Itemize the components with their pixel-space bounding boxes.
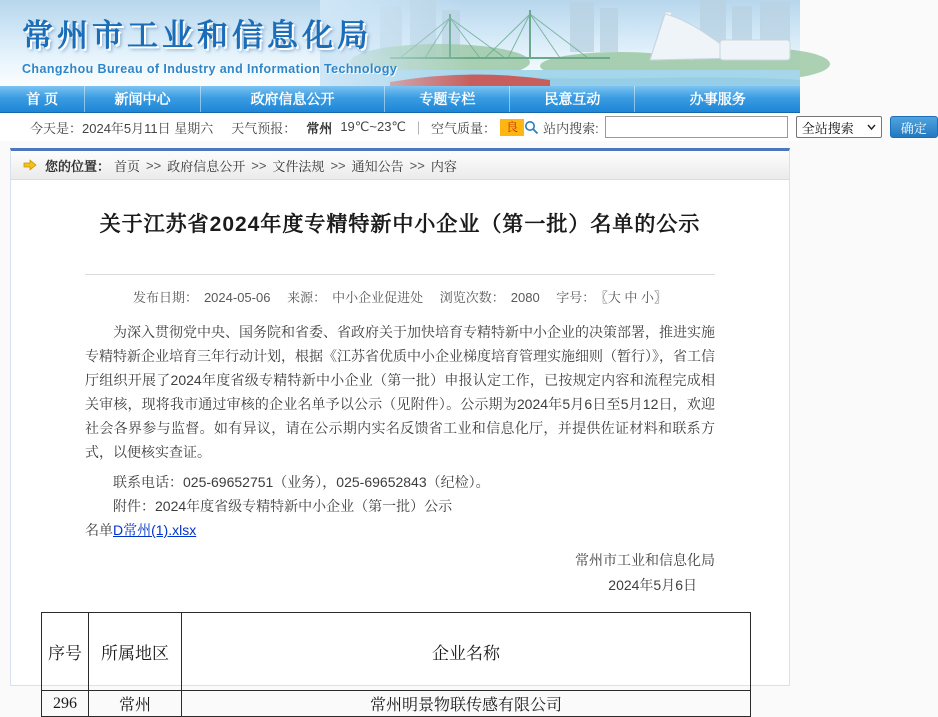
cell-index: 296: [42, 691, 89, 717]
breadcrumb-gov-info[interactable]: 政府信息公开: [167, 158, 246, 174]
weather-city: 常州: [306, 120, 333, 136]
table-row: [42, 691, 751, 717]
nav-item-news[interactable]: 新闻中心: [84, 86, 199, 112]
breadcrumb-separator: >>: [146, 157, 162, 173]
signature-block: [85, 548, 715, 598]
nav-item-topics[interactable]: 专题专栏: [384, 86, 509, 112]
enterprise-table: [41, 612, 751, 717]
title-divider: [85, 274, 715, 275]
breadcrumb-separator: >>: [251, 157, 267, 173]
publish-date: 2024-05-06: [203, 290, 271, 305]
main-nav: [0, 86, 800, 113]
air-quality-label: 空气质量：: [431, 120, 497, 136]
fontsize-switcher[interactable]: 〖大 中 小〗: [601, 290, 668, 305]
search-icon: [524, 120, 539, 135]
breadcrumb-notices[interactable]: 通知公告: [351, 158, 404, 174]
table-header-row: [42, 613, 751, 691]
breadcrumb-separator: >>: [409, 157, 425, 173]
nav-item-interaction[interactable]: 民意互动: [509, 86, 634, 112]
column-header-region: 所属地区: [89, 613, 182, 691]
search-input[interactable]: [605, 116, 788, 138]
breadcrumb: [11, 151, 789, 180]
column-header-enterprise: 企业名称: [182, 613, 751, 691]
cell-region: 常州: [89, 691, 182, 717]
site-identity: [22, 10, 397, 76]
column-header-index: 序号: [42, 613, 89, 691]
site-search: [524, 116, 938, 138]
breadcrumb-home[interactable]: 首页: [114, 158, 141, 174]
attachment-line: [85, 494, 715, 542]
paragraph-main: 为深入贯彻党中央、国务院和省委、省政府关于加快培育专精特新中小企业的决策部署，推进实施专精特新企业培育三年行动计划，根据《江苏省优质中小企业梯度培育管理实施细则（暂行）》，省工信厅组织开展了2024年度省级专精特新中小企业（第一批）申报认定工作，已按规定内容和流程完成相关审核，现将我市通过审核的企业名单予以公示（见附件）。公示期为2024年5月6日至5月12日，欢迎社会各界参与监督。如有异议，请在公示期内实名反馈省工业和信息化厅，并提供佐证材料和联系方式，以便核实查证。: [85, 324, 715, 460]
site-banner: [0, 0, 800, 86]
article-body: [11, 320, 789, 598]
article-meta: [11, 287, 789, 306]
air-quality-badge: 良: [500, 119, 524, 136]
site-title: 常州市工业和信息化局: [22, 18, 372, 53]
location-label: 您的位置：: [45, 158, 111, 174]
signature-date: 2024年5月6日: [608, 577, 697, 593]
info-bar: [0, 113, 927, 141]
breadcrumb-content: 内容: [430, 158, 457, 174]
views-label: 浏览次数：: [439, 290, 505, 305]
search-confirm-button[interactable]: 确定: [890, 116, 938, 138]
signature-org: 常州市工业和信息化局: [575, 552, 715, 568]
divider: ｜: [412, 120, 426, 136]
search-scope-select[interactable]: [796, 116, 882, 138]
fontsize-label: 字号：: [556, 290, 596, 305]
nav-item-home[interactable]: 首 页: [26, 91, 59, 107]
attachment-text-line2: 名单: [85, 522, 113, 538]
article-title: 关于江苏省2024年度专精特新中小企业（第一批）名单的公示: [99, 213, 701, 236]
location-arrow-icon: [23, 159, 37, 171]
attachment-text-line1: 附件：2024年度省级专精特新中小企业（第一批）公示: [113, 498, 453, 514]
breadcrumb-separator: >>: [330, 157, 346, 173]
chevron-down-icon: [867, 124, 876, 130]
source-label: 来源：: [287, 290, 327, 305]
attachment-link[interactable]: D常州(1).xlsx: [113, 522, 197, 538]
views-count: 2080: [510, 290, 540, 305]
publish-date-label: 发布日期：: [132, 290, 198, 305]
nav-item-gov-info[interactable]: 政府信息公开: [200, 86, 385, 112]
search-label: 站内搜索:: [543, 120, 599, 136]
content-box: [10, 148, 790, 714]
breadcrumb-documents[interactable]: 文件法规: [272, 158, 325, 174]
source-value: 中小企业促进处: [332, 290, 424, 305]
contact-line: 联系电话：025-69652751（业务），025-69652843（纪检）。: [113, 474, 490, 490]
weather-label: 天气预报：: [231, 120, 297, 136]
today-date: 2024年5月11日 星期六: [82, 120, 214, 136]
nav-item-services[interactable]: 办事服务: [634, 86, 800, 112]
today-label: 今天是：: [30, 120, 83, 136]
cell-enterprise: 常州明景物联传感有限公司: [182, 691, 751, 717]
search-scope-value: 全站搜索: [801, 120, 854, 136]
site-subtitle-en: Changzhou Bureau of Industry and Information Technology: [22, 62, 398, 76]
temperature: 19℃~23℃: [340, 119, 407, 134]
